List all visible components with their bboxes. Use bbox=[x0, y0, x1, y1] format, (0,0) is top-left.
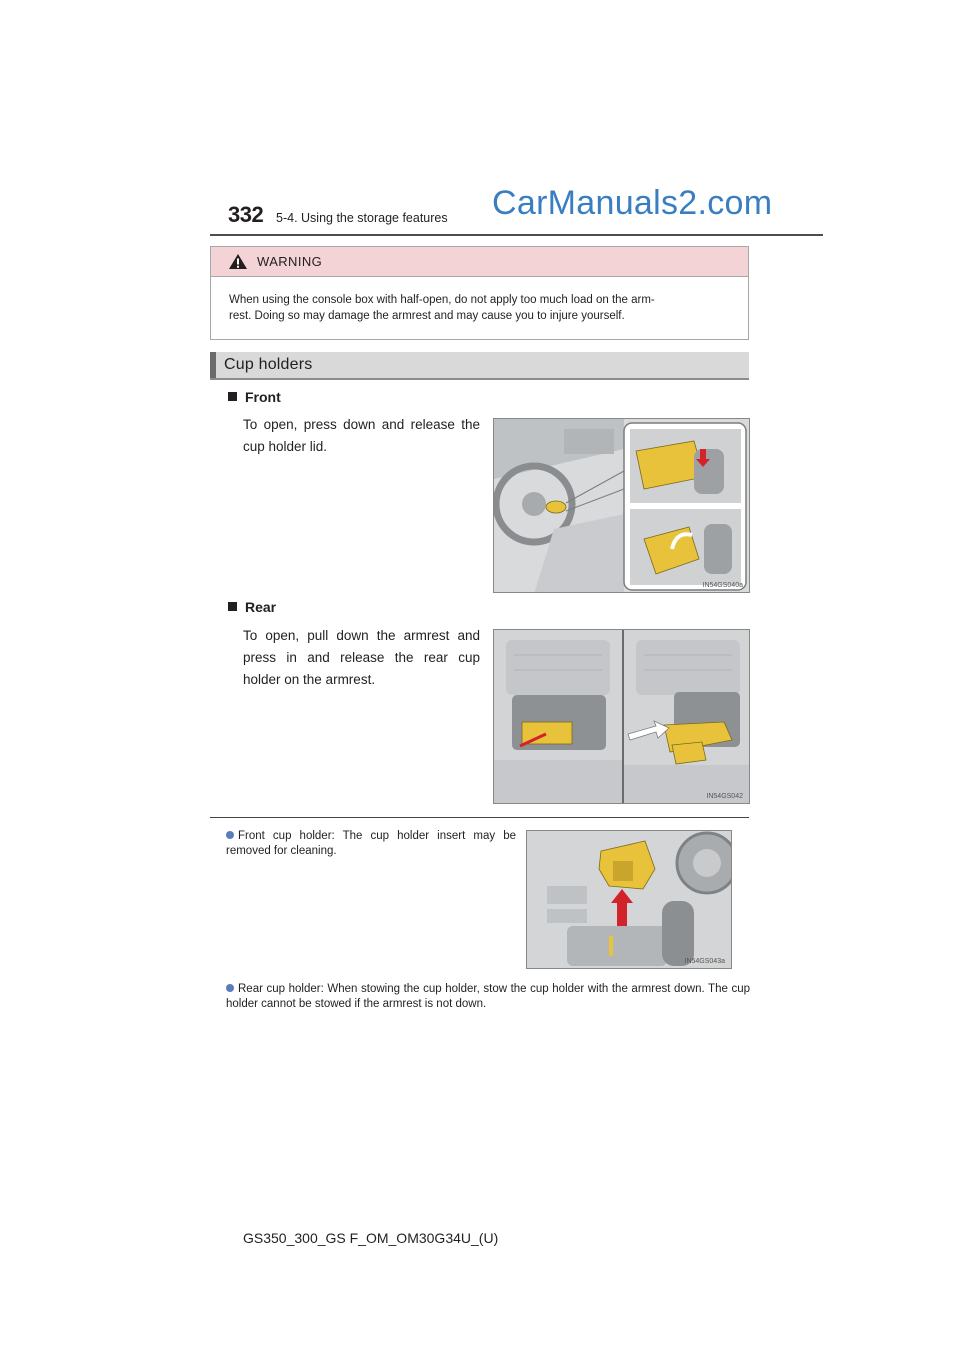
watermark-text: CarManuals2.com bbox=[492, 184, 773, 222]
note-rear-text: Rear cup holder: When stowing the cup holder, stow the cup holder with the armrest down. The cup holder cannot be stowed if the armrest is not down. bbox=[226, 983, 750, 1010]
insert-figure-code: IN54GS043a bbox=[684, 958, 725, 965]
rear-instructions: To open, pull down the armrest and press in and release the rear cup holder on the armrest. bbox=[243, 628, 480, 687]
rear-figure-code: IN54GS042 bbox=[706, 793, 743, 800]
square-bullet-icon bbox=[228, 392, 237, 401]
warning-box bbox=[210, 246, 749, 340]
cup-holder-insert-illustration bbox=[527, 831, 732, 969]
front-title: Front bbox=[245, 389, 281, 405]
warning-text bbox=[229, 292, 734, 324]
front-subheading bbox=[228, 389, 281, 405]
note-rear-cup-holder bbox=[226, 982, 750, 1012]
note-bullet-icon bbox=[226, 984, 234, 992]
warning-text-line-2: rest. Doing so may damage the armrest and may cause you to injure yourself. bbox=[229, 310, 625, 322]
front-cup-holder-illustration bbox=[494, 419, 750, 593]
front-cup-holder-figure bbox=[493, 418, 750, 593]
note-front-cup-holder bbox=[226, 829, 516, 859]
square-bullet-icon bbox=[228, 602, 237, 611]
section-title: 5-4. Using the storage features bbox=[276, 211, 448, 225]
page-number: 332 bbox=[228, 202, 264, 227]
notes-divider bbox=[210, 817, 749, 818]
warning-triangle-icon bbox=[228, 253, 248, 270]
warning-text-line-1: When using the console box with half-open, do not apply too much load on the arm- bbox=[229, 294, 655, 306]
document-code-footer: GS350_300_GS F_OM_OM30G34U_(U) bbox=[243, 1230, 499, 1246]
rear-title: Rear bbox=[245, 599, 277, 615]
note-bullet-icon bbox=[226, 831, 234, 839]
note-front-text: Front cup holder: The cup holder insert may be removed for cleaning. bbox=[226, 830, 516, 857]
rear-subheading bbox=[228, 599, 276, 615]
rear-cup-holder-illustration bbox=[494, 630, 750, 804]
front-figure-code: IN54GS040a bbox=[702, 582, 743, 589]
rear-cup-holder-figure bbox=[493, 629, 750, 804]
warning-title: WARNING bbox=[257, 254, 323, 269]
header-divider bbox=[210, 234, 823, 236]
cup-holder-insert-figure bbox=[526, 830, 732, 969]
warning-header bbox=[211, 247, 748, 277]
heading-accent bbox=[210, 352, 216, 378]
cup-holders-heading-bar bbox=[210, 352, 749, 380]
cup-holders-heading: Cup holders bbox=[224, 356, 313, 373]
front-instructions: To open, press down and release the cup holder lid. bbox=[243, 417, 480, 454]
